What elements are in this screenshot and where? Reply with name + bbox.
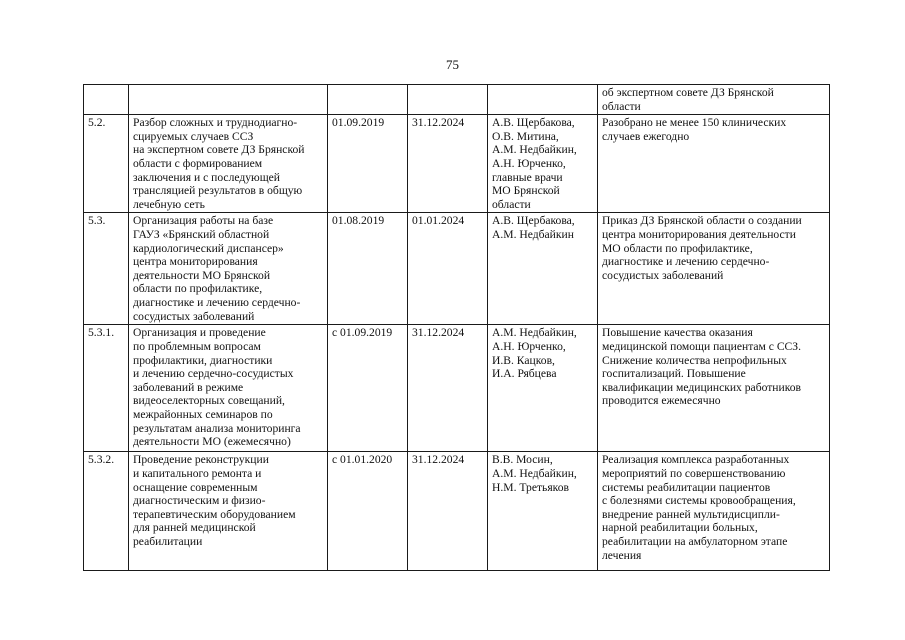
page-number: 75: [446, 57, 459, 72]
cell-number: 5.3.2.: [84, 452, 129, 571]
cell-number: [84, 85, 129, 115]
table-row-continuation: [84, 85, 830, 115]
cell-number: 5.2.: [84, 115, 129, 213]
cell-end-date: 31.12.2024: [408, 452, 488, 571]
cell-result: Реализация комплекса разработанных мероприятий по совершенствованию системы реабилитации пациентов с болезнями системы кровообращения, внедрение ранней мультидисципли- нарной реабилитации больных, реабилитации на амбулаторном этапе лечения: [598, 452, 830, 571]
cell-start-date: с 01.01.2020: [328, 452, 408, 571]
cell-end-date: 31.12.2024: [408, 115, 488, 213]
cell-start-date: с 01.09.2019: [328, 325, 408, 452]
cell-responsible: В.В. Мосин, А.М. Недбайкин, Н.М. Третьяков: [488, 452, 598, 571]
table-row-5-3-2: [84, 452, 830, 571]
table-row-5-3: [84, 213, 830, 325]
table-row-5-2: [84, 115, 830, 213]
plan-table: [83, 84, 830, 571]
cell-responsible: А.В. Щербакова, О.В. Митина, А.М. Недбайкин, А.Н. Юрченко, главные врачи МО Брянской области: [488, 115, 598, 213]
cell-number: 5.3.1.: [84, 325, 129, 452]
cell-end-date: 31.12.2024: [408, 325, 488, 452]
cell-result: Приказ ДЗ Брянской области о создании центра мониторирования деятельности МО области по профилактике, диагностике и лечению сердечно- сосудистых заболеваний: [598, 213, 830, 325]
cell-result: Повышение качества оказания медицинской помощи пациентам с ССЗ. Снижение количества непрофильных госпитализаций. Повышение квалификации медицинских работников проводится ежемесячно: [598, 325, 830, 452]
cell-start-date: 01.09.2019: [328, 115, 408, 213]
cell-result: об экспертном совете ДЗ Брянской области: [598, 85, 830, 115]
cell-activity: Проведение реконструкции и капитального ремонта и оснащение современным диагностическим и физио- терапевтическим оборудованием для ранней медицинской реабилитации: [129, 452, 328, 571]
cell-activity: Организация и проведение по проблемным вопросам профилактики, диагностики и лечению сердечно-сосудистых заболеваний в режиме видеоселекторных совещаний, межрайонных семинаров по результатам анализа мониторинга деятельности МО (ежемесячно): [129, 325, 328, 452]
cell-activity: Разбор сложных и труднодиагно- сцируемых случаев ССЗ на экспертном совете ДЗ Брянской области с формированием заключения и с последующей трансляцией результатов в общую лечебную сеть: [129, 115, 328, 213]
cell-start-date: [328, 85, 408, 115]
cell-activity: [129, 85, 328, 115]
table-row-5-3-1: [84, 325, 830, 452]
cell-responsible: А.М. Недбайкин, А.Н. Юрченко, И.В. Кацков, И.А. Рябцева: [488, 325, 598, 452]
cell-end-date: 01.01.2024: [408, 213, 488, 325]
cell-result: Разобрано не менее 150 клинических случаев ежегодно: [598, 115, 830, 213]
cell-responsible: [488, 85, 598, 115]
cell-number: 5.3.: [84, 213, 129, 325]
cell-start-date: 01.08.2019: [328, 213, 408, 325]
cell-responsible: А.В. Щербакова, А.М. Недбайкин: [488, 213, 598, 325]
cell-activity: Организация работы на базе ГАУЗ «Брянский областной кардиологический диспансер» центра мониторирования деятельности МО Брянской области по профилактике, диагностике и лечению сердечно- сосудистых заболеваний: [129, 213, 328, 325]
cell-end-date: [408, 85, 488, 115]
